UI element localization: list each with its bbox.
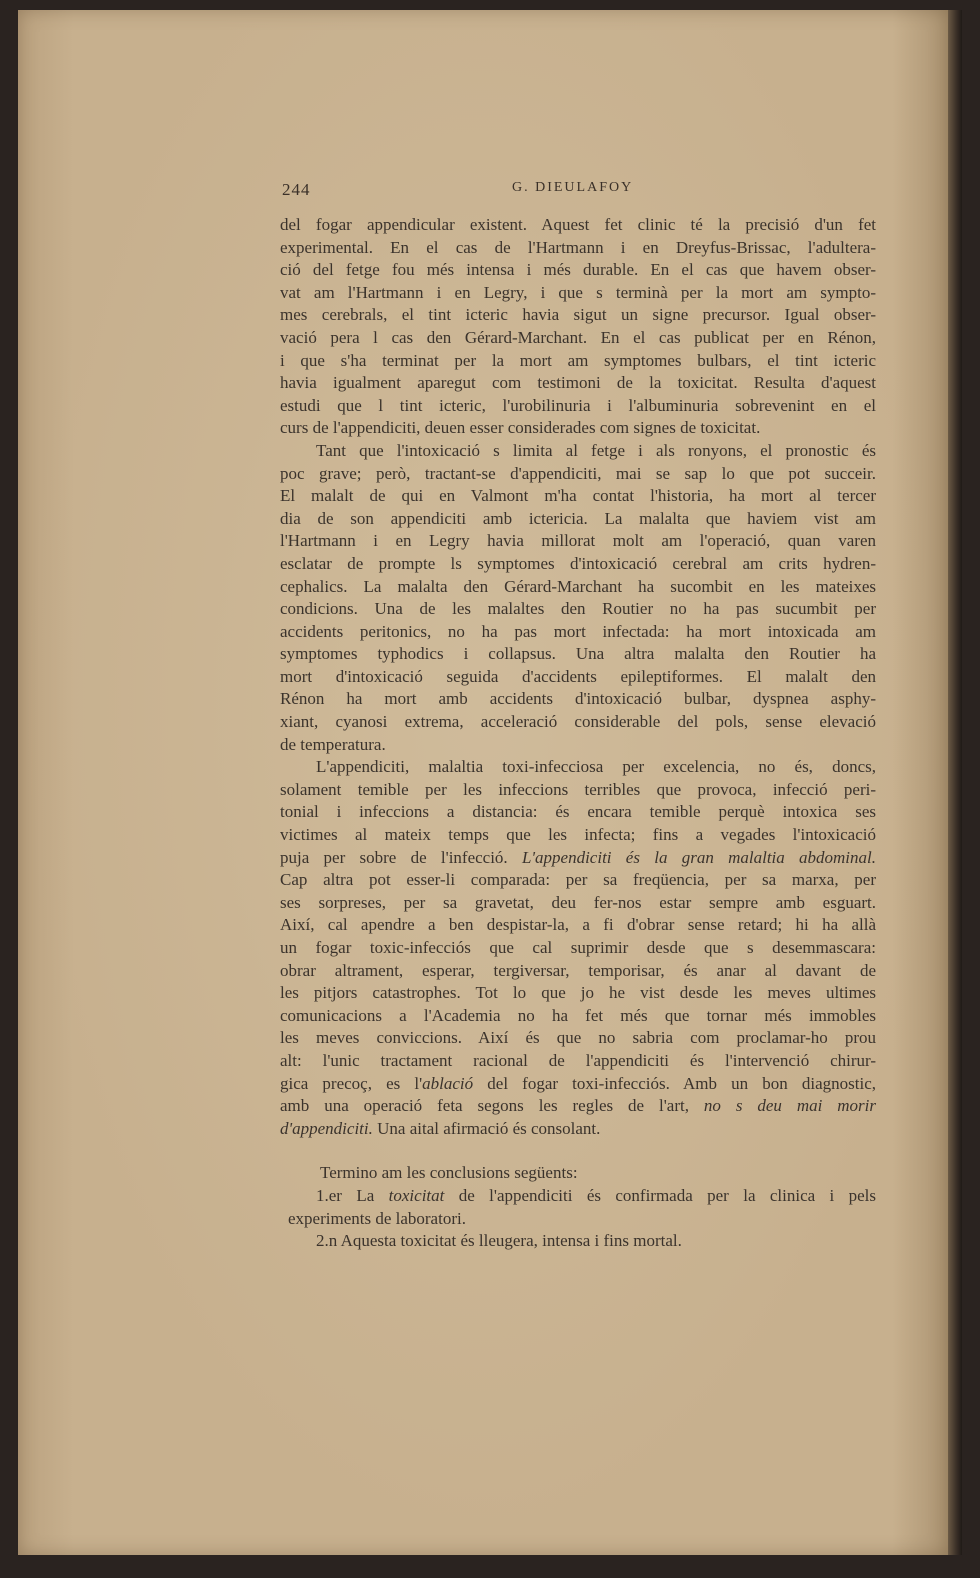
- text-line: tonial i infeccions a distancia: és encara temible perquè intoxica ses: [280, 802, 876, 822]
- conclusions-intro: Termino am les conclusions següents:: [320, 1163, 578, 1183]
- text-line: puja per sobre de l'infecció. L'appendiciti és la gran malaltia abdominal.: [280, 847, 876, 867]
- text-line: symptomes typhodics i collapsus. Una altra malalta den Routier ha: [280, 644, 876, 664]
- text-line: dia de son appendiciti amb ictericia. La malalta que haviem vist am: [280, 508, 876, 528]
- text-line: El malalt de qui en Valmont m'ha contat l'historia, ha mort al tercer: [280, 486, 876, 506]
- conclusion-item-2: 2.n Aquesta toxicitat és lleugera, intensa i fins mortal.: [316, 1231, 682, 1251]
- text-line: xiant, cyanosi extrema, acceleració considerable del pols, sense elevació: [280, 712, 876, 732]
- text-line: alt: l'unic tractament racional de l'appendiciti és l'intervenció chirur-: [280, 1050, 876, 1070]
- text-line: del fogar appendicular existent. Aquest fet clinic té la precisió d'un fet: [280, 215, 876, 234]
- paragraph-gap: [280, 1140, 876, 1162]
- text-line: ses sorpreses, per sa gravetat, deu fer-nos estar sempre amb esguart.: [280, 892, 876, 912]
- text-line: ció del fetge fou més intensa i més durable. En el cas que havem obser-: [280, 260, 876, 280]
- text-line: victimes al mateix temps que les infecta; fins a vegades l'intoxicació: [280, 825, 876, 845]
- text-line: Cap altra pot esser-li comparada: per sa freqüencia, per sa marxa, per: [280, 870, 876, 890]
- text-line: d'appendiciti. Una aital afirmació és consolant.: [280, 1118, 601, 1138]
- text-line: poc grave; però, tractant-se d'appendiciti, mai se sap lo que pot succeir.: [280, 463, 876, 483]
- item-number: 1.er: [316, 1185, 342, 1205]
- text-line: esclatar de prompte ls symptomes d'intoxicació cerebral am crits hydren-: [280, 553, 876, 573]
- conclusion-item-1-cont: experiments de laboratori.: [288, 1208, 466, 1228]
- text-line: condicions. Una de les malaltes den Routier no ha pas sucumbit per: [280, 599, 876, 619]
- text-line: Rénon ha mort amb accidents d'intoxicació bulbar, dyspnea asphy-: [280, 689, 876, 709]
- text-line: Així, cal apendre a ben despistar-la, a fi d'obrar sense retard; hi ha allà: [280, 915, 876, 935]
- item-number: 2.n: [316, 1231, 338, 1251]
- body-text: [280, 214, 876, 1253]
- text-line: mes cerebrals, el tint icteric havia sigut un signe precursor. Igual obser-: [280, 305, 876, 325]
- running-head-author: G. DIEULAFOY: [512, 180, 634, 195]
- text-line: obrar altrament, esperar, tergiversar, temporisar, és anar al davant de: [280, 960, 876, 980]
- running-header: [282, 180, 882, 204]
- conclusion-item-1: 1.er La toxicitat de l'appendiciti és confirmada per la clinica i pels: [316, 1185, 877, 1205]
- italic-word: ablació: [422, 1073, 474, 1093]
- text-line: estudi que l tint icteric, l'urobilinuria i l'albuminuria sobrevenint en el: [280, 395, 876, 415]
- text-line: mort d'intoxicació seguida d'accidents epileptiformes. El malalt den: [280, 666, 876, 686]
- italic-phrase: L'appendiciti és la gran malaltia abdominal.: [521, 847, 876, 867]
- text-line: gica precoç, es l'ablació del fogar toxi-infecciós. Amb un bon diagnostic,: [280, 1073, 876, 1093]
- text-line: vat am l'Hartmann i en Legry, i que s terminà per la mort am sympto-: [280, 282, 876, 302]
- text-line: comunicacions a l'Academia no ha fet més que tornar més immobles: [280, 1005, 876, 1025]
- text-line: i que s'ha terminat per la mort am symptomes bulbars, el tint icteric: [280, 350, 876, 370]
- page-edge-shadow: [948, 10, 962, 1555]
- text-line: cephalics. La malalta den Gérard-Marchant ha sucombit en les mateixes: [280, 576, 876, 596]
- text-line: de temperatura.: [280, 734, 386, 754]
- text-line: curs de l'appendiciti, deuen esser considerades com signes de toxicitat.: [280, 418, 761, 438]
- text-line: les meves conviccions. Així és que no sabria com proclamar-ho prou: [280, 1028, 876, 1048]
- page-number: 244: [282, 180, 311, 199]
- text-line: accidents peritonics, no ha pas mort infectada: ha mort intoxicada am: [280, 621, 876, 641]
- italic-phrase: d'appendiciti.: [280, 1118, 373, 1138]
- text-line: amb una operació feta segons les regles de l'art, no s deu mai morir: [280, 1096, 876, 1116]
- text-line: L'appendiciti, malaltia toxi-infecciosa per excelencia, no és, doncs,: [316, 757, 876, 777]
- text-line: vació pera l cas den Gérard-Marchant. En el cas publicat per en Rénon,: [280, 327, 876, 347]
- text-line: experimental. En el cas de l'Hartmann i en Dreyfus-Brissac, l'adultera-: [280, 237, 876, 257]
- text-line: l'Hartmann i en Legry havia millorat molt am l'operació, quan varen: [280, 531, 876, 551]
- text-line: solament temible per les infeccions terribles que provoca, infecció peri-: [280, 779, 876, 799]
- italic-phrase: no s deu mai morir: [703, 1096, 876, 1116]
- text-line: havia igualment aparegut com testimoni de la toxicitat. Resulta d'aquest: [280, 373, 876, 393]
- text-line: un fogar toxic-infecciós que cal suprimir desde que s desemmascara:: [280, 938, 876, 957]
- text-line: Tant que l'intoxicació s limita al fetge i als ronyons, el pronostic és: [316, 440, 876, 460]
- text-line: les pitjors catastrophes. Tot lo que jo he vist desde les meves ultimes: [280, 983, 876, 1003]
